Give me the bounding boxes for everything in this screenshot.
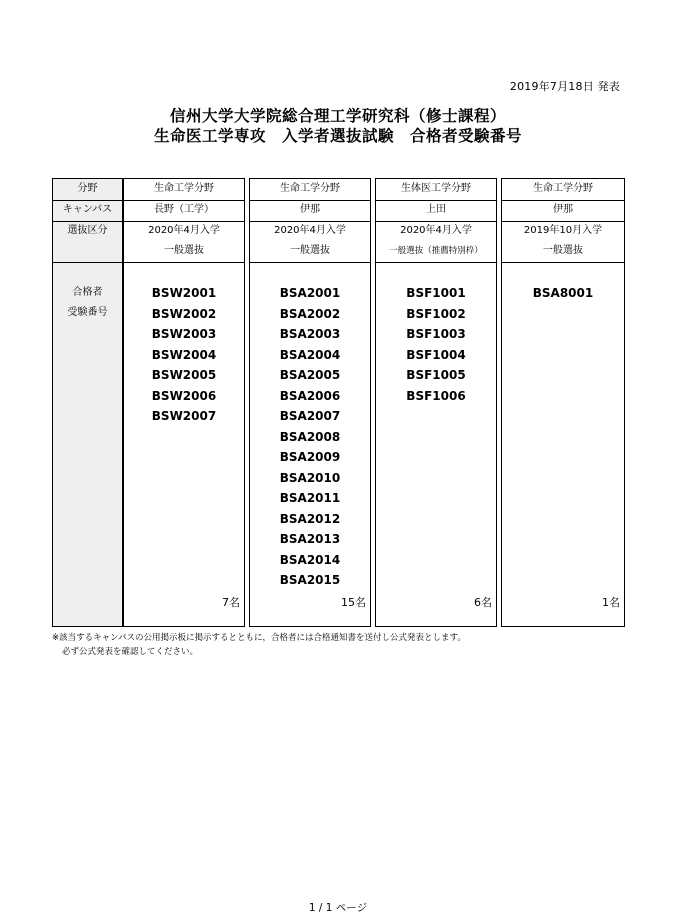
row-divider [502,221,624,222]
column-campus: 伊那 [300,204,320,215]
exam-number: BSF1003 [406,327,466,341]
column-selection: 一般選抜 [543,245,583,256]
notice-line-1: ※該当するキャンパスの公用掲示板に掲示するとともに，合格者には合格通知書を送付し公式発表とします。 [52,633,466,643]
result-column-4 [501,178,625,627]
exam-number: BSA2003 [279,327,341,341]
exam-number: BSA2008 [279,429,341,444]
row-divider [53,262,122,263]
column-admission: 2020年4月入学 [274,225,346,236]
column-admission: 2019年10月入学 [523,225,603,236]
exam-number: BSA2002 [279,306,341,321]
column-field: 生体医工学分野 [401,183,471,194]
exam-number: BSF1005 [406,368,466,382]
row-divider [53,221,122,222]
exam-number: BSA2013 [279,532,341,546]
column-selection: 一般選抜（推薦特別枠） [389,246,483,256]
exam-number: BSA2004 [279,347,341,362]
label-column [52,178,123,627]
result-column-1 [123,178,245,627]
exam-number-list [250,283,370,591]
exam-number: BSW2005 [151,368,217,382]
row-divider [502,262,624,263]
passed-count: 15名 [341,596,366,609]
result-column-3 [375,178,497,627]
notice-line-2: 必ず公式発表を確認してください。 [62,647,199,657]
exam-number-list [124,283,244,427]
exam-number: BSA2009 [279,450,341,464]
row-divider [124,262,244,263]
column-campus: 長野（工学） [154,204,214,215]
exam-number: BSA8001 [532,286,594,300]
column-admission: 2020年4月入学 [400,225,472,236]
page-number: 1 / 1 ページ [308,902,368,914]
exam-number-list [376,283,496,406]
passed-count: 6名 [474,596,492,609]
row-divider [124,200,244,201]
exam-number: BSW2003 [151,327,217,341]
exam-number: BSW2004 [151,347,217,362]
column-campus: 伊那 [553,204,573,215]
title-line-1: 信州大学大学院総合理工学研究科（修士課程） [169,107,506,125]
exam-number: BSF1002 [406,306,466,321]
exam-number-list [502,283,624,304]
row-divider [124,221,244,222]
row-divider [376,221,496,222]
exam-number: BSW2006 [151,388,217,403]
column-campus: 上田 [426,204,446,215]
exam-number: BSW2002 [151,306,217,321]
exam-number: BSW2007 [151,409,217,423]
category-label: 選抜区分 [67,225,108,236]
exam-number: BSA2012 [279,511,341,526]
row-divider [376,262,496,263]
passed-count: 1名 [602,596,620,609]
row-divider [250,262,370,263]
exam-number: BSA2011 [279,491,341,505]
row-divider [250,200,370,201]
row-divider [376,200,496,201]
title-line-2: 生命医工学専攻 入学者選抜試験 合格者受験番号 [153,127,522,145]
exam-number: BSF1006 [406,388,466,403]
passed-count: 7名 [222,596,240,609]
exam-number: BSA2006 [279,388,341,403]
row-divider [502,200,624,201]
exam-number: BSA2007 [279,409,341,423]
exam-number: BSW2001 [151,286,217,300]
passed-label-line2: 受験番号 [67,307,108,318]
exam-number: BSA2001 [279,286,341,300]
column-selection: 一般選抜 [164,245,204,256]
exam-number: BSA2005 [279,368,341,382]
result-column-2 [249,178,371,627]
row-divider [250,221,370,222]
passed-label-line1: 合格者 [72,287,103,298]
row-divider [53,200,122,201]
campus-label: キャンパス [62,204,113,215]
announcement-date: 2019年7月18日 発表 [509,80,620,93]
field-label: 分野 [77,183,98,194]
exam-number: BSA2014 [279,552,341,567]
column-admission: 2020年4月入学 [148,225,220,236]
exam-number: BSA2015 [279,573,341,587]
column-selection: 一般選抜 [290,245,330,256]
column-field: 生命工学分野 [154,183,214,194]
exam-number: BSA2010 [279,470,341,485]
exam-number: BSF1001 [406,286,466,300]
exam-number: BSF1004 [406,347,466,362]
column-field: 生命工学分野 [280,183,340,194]
column-field: 生命工学分野 [533,183,593,194]
